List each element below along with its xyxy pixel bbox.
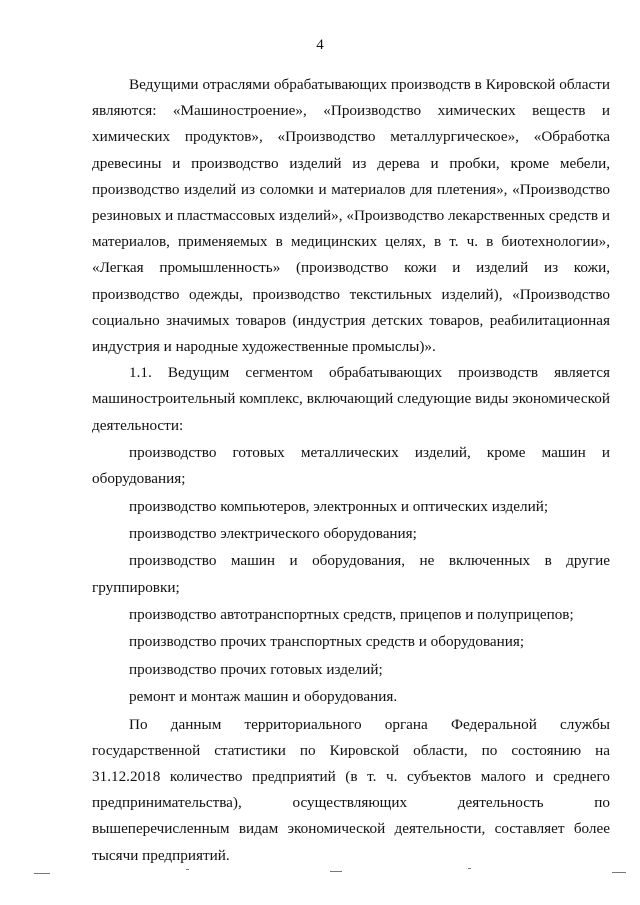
list-item: производство автотранспортных средств, прицепов и полуприцепов; — [129, 606, 574, 623]
list-item: производство прочих готовых изделий; — [129, 660, 383, 678]
scan-speck — [34, 873, 50, 874]
paragraph-leading-industries: Ведущими отраслями обрабатывающих производств в Кировской области являются: «Машиностроение», «Производство химических веществ и химических продуктов», «Производство металлургическое», «Обработка древесины и производство изделий из дерева и пробки, кроме мебели, производство изделий из соломки и материалов для плетения», «Производство резиновых и пластмассовых изделий», «Производство лекарственных средств и материалов, применяемых в медицинских целях, в т. ч. в биотехнологии», «Легкая промышленность» (производство кожи и изделий из кожи, производство одежды, производство текстильных изделий), «Производство социально значимых товаров (индустрия детских товаров, реабилитационная индустрия и народные художественные промыслы)». — [92, 76, 610, 356]
list-item: ремонт и монтаж машин и оборудования. — [129, 688, 398, 706]
list-item: производство готовых металлических изделий, кроме машин и оборудования; — [92, 444, 610, 488]
paragraph-machine-building-segment: 1.1. Ведущим сегментом обрабатывающих производств является машиностроительный комплекс, включающий следующие виды экономической деятельности: — [92, 364, 610, 434]
scan-speck — [612, 872, 626, 873]
scan-speck — [330, 871, 342, 872]
page-number: 4 — [316, 37, 324, 53]
list-item: производство прочих транспортных средств и оборудования; — [129, 633, 525, 651]
scan-speck — [468, 868, 471, 869]
list-item: производство электрического оборудования; — [129, 525, 417, 543]
document-body — [92, 72, 610, 869]
list-item: производство машин и оборудования, не включенных в другие группировки; — [92, 552, 610, 596]
paragraph-statistics: По данным территориального органа Федеральной службы государственной статистики по Кировской области, по состоянию на 31.12.2018 количество предприятий (в т. ч. субъектов малого и среднего предпринимательства), осуществляющих деятельность по вышеперечисленным видам экономической деятельности, составляет более тысячи предприятий. — [92, 715, 610, 864]
list-item: производство компьютеров, электронных и оптических изделий; — [129, 497, 549, 515]
scan-speck — [186, 869, 189, 870]
